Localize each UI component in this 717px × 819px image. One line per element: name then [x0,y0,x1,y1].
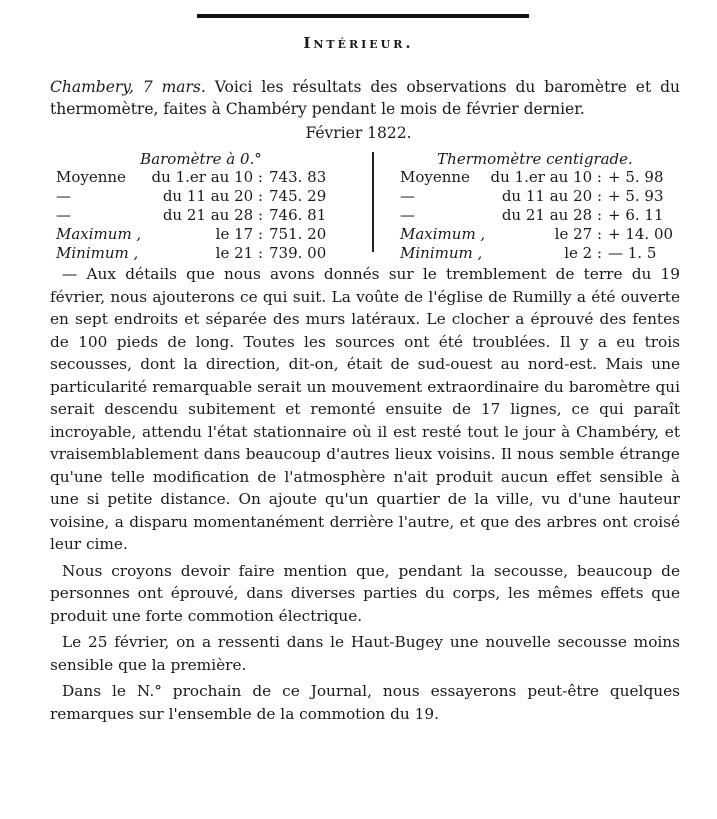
top-rule [197,14,529,18]
row-label: — [56,206,71,224]
row-range: le 27 : [554,225,602,243]
article-body [50,263,680,725]
row-range: le 17 : [215,225,263,243]
row-range: le 2 : [564,244,602,262]
paragraph-haut-bugey: Le 25 février, on a ressenti dans le Haut-Bugey une nouvelle secousse moins sensible que la première. [50,633,680,674]
section-title: Intérieur. [303,34,414,52]
row-value: + 14. 00 [608,225,674,243]
row-label: Maximum , [56,225,142,243]
row-value: + 6. 11 [608,206,664,224]
row-value: — 1. 5 [608,244,657,262]
row-value: 743. 83 [269,168,327,186]
table-row [400,187,670,206]
table-row [56,244,346,263]
paragraph-next-issue: Dans le N.° prochain de ce Journal, nous essayerons peut-être quelques remarques sur l'ensemble de la commotion du 19. [50,682,680,723]
row-range: du 21 au 28 : [162,206,263,224]
table-row [56,225,346,244]
row-range: du 11 au 20 : [162,187,263,205]
intro-place-date: Chambery, 7 mars. [50,78,206,96]
row-label: — [56,187,71,205]
row-value: 751. 20 [269,225,327,243]
month-heading: Février 1822. [305,124,412,142]
row-label: Moyenne [400,168,470,186]
row-value: 746. 81 [269,206,327,224]
column-divider [372,152,374,252]
thermometre-title: Thermomètre centigrade. [437,150,633,168]
barometre-table [56,150,346,263]
row-value: 745. 29 [269,187,327,205]
paragraph-earthquake: — Aux détails que nous avons donnés sur le tremblement de terre du 19 février, nous ajouterons ce qui suit. La voûte de l'église de Rumilly a été ouverte en sept endroits et séparée des murs latéraux. Le clocher a éprouvé des fentes de 100 pieds de long. Toutes les sources ont été troublées. Il y a eu trois secousses, dont la direction, dit-on, était de sud-ouest au nord-est. Mais une particularité remarquable serait un mouvement extraordinaire du baromètre qui serait descendu subitement et remonté ensuite de 17 lignes, ce qui paraît incroyable, attendu l'état stationnaire où il est resté tout le jour à Chambéry, et vraisemblablement dans beaucoup d'autres lieux voisins. Il nous semble étrange qu'une telle modification de l'atmosphère n'ait produit aucun effet sensible à une si petite distance. On ajoute qu'un quartier de la ville, vu d'une hauteur voisine, a disparu momentanément derrière l'autre, et que des arbres ont croisé leur cime. [50,265,680,553]
thermometre-table [400,150,674,263]
table-row [400,225,674,244]
table-row [400,206,670,225]
row-range: du 1.er au 10 : [490,168,602,186]
table-row [56,168,346,187]
row-label: — [400,206,415,224]
row-range: le 21 : [215,244,263,262]
row-label: Minimum , [56,244,139,262]
row-label: Minimum , [400,244,483,262]
intro-paragraph [50,76,680,120]
intro-text: Voici les résultats des observations du baromètre et du thermomètre, faites à Chambéry pendant le mois de février dernier. [50,78,681,118]
row-label: Moyenne [56,168,126,186]
row-value: + 5. 98 [608,168,664,186]
row-value: + 5. 93 [608,187,664,205]
table-row [400,168,670,187]
paragraph-commotion: Nous croyons devoir faire mention que, pendant la secousse, beaucoup de personnes ont éprouvé, dans diverses parties du corps, les mêmes effets que produit une forte commotion électrique. [50,561,680,625]
table-row [56,187,346,206]
row-value: 739. 00 [269,244,327,262]
row-label: — [400,187,415,205]
barometre-title: Baromètre à 0.° [140,150,262,168]
row-range: du 11 au 20 : [501,187,602,205]
table-row [400,244,670,263]
row-label: Maximum , [400,225,486,243]
row-range: du 21 au 28 : [501,206,602,224]
row-range: du 1.er au 10 : [151,168,263,186]
table-row [56,206,346,225]
